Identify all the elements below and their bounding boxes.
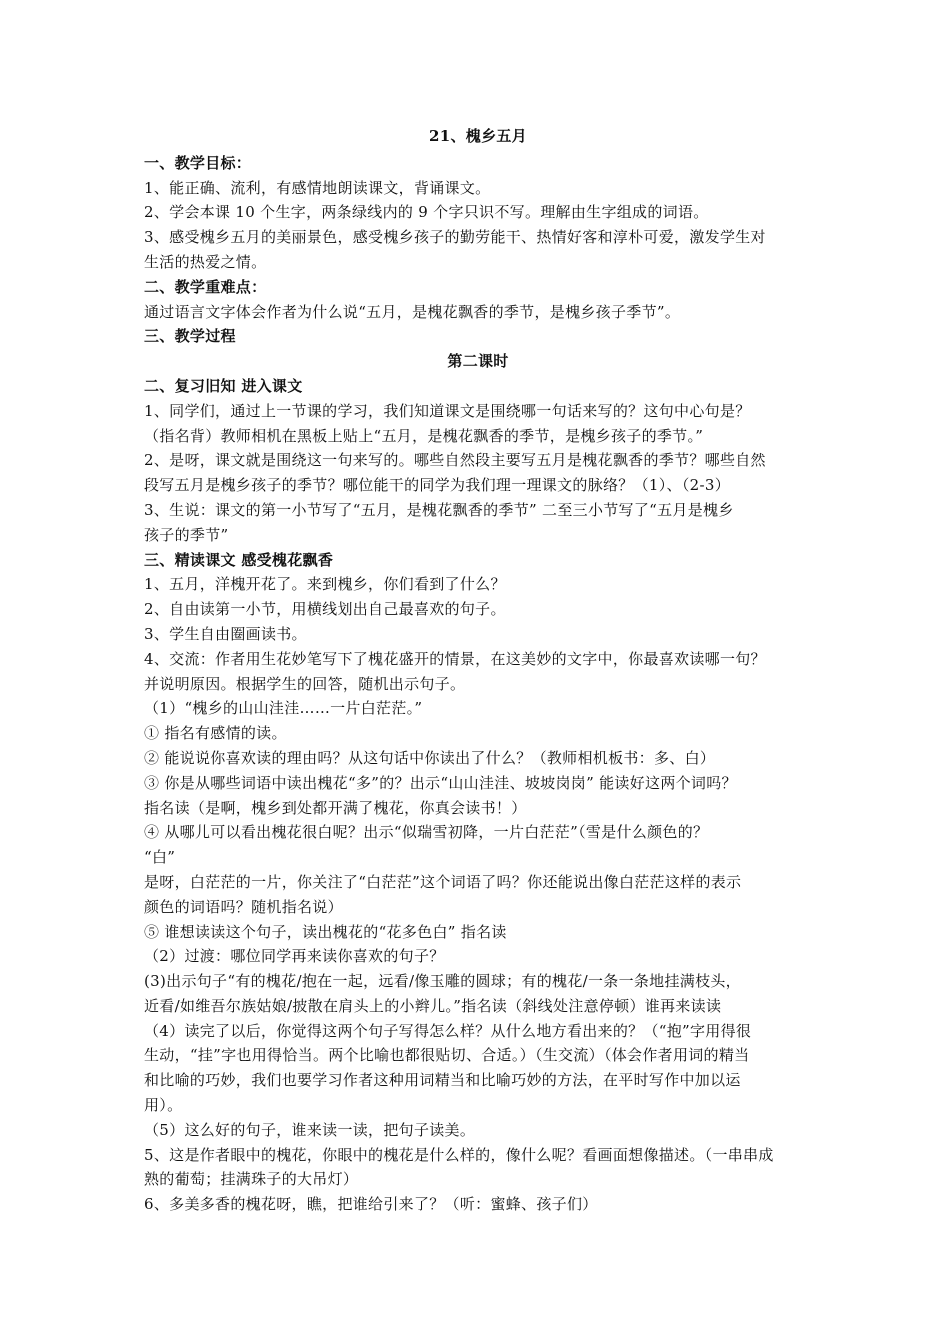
text-line: 1、五月，洋槐开花了。来到槐乡，你们看到了什么？ (144, 575, 506, 594)
text-line: 段写五月是槐乡孩子的季节？哪位能干的同学为我们理一理课文的脉络？（1）、（2-3） (144, 476, 731, 495)
text-line: ⑤ 谁想读读这个句子，读出槐花的“花多色白” 指名读 (144, 922, 507, 941)
text-line: 5、这是作者眼中的槐花，你眼中的槐花是什么样的，像什么呢？看画面想像描述。（一串串成 (144, 1145, 774, 1164)
text-line: 和比喻的巧妙，我们也要学习作者这种用词精当和比喻巧妙的方法，在平时写作中加以运 (144, 1071, 741, 1090)
text-line: 用）。 (144, 1096, 183, 1115)
text-line: ① 指名有感情的读。 (144, 724, 287, 743)
text-line: 近看/如维吾尔族姑娘/披散在肩头上的小辫儿。”指名读（斜线处注意停顿）谁再来读读 (144, 996, 722, 1015)
document-body (144, 151, 812, 1217)
text-line: 3、生说：课文的第一小节写了“五月，是槐花飘香的季节” 二至三小节写了“五月是槐乡 (144, 500, 734, 519)
text-line: （2）过渡：哪位同学再来读你喜欢的句子？ (144, 947, 445, 966)
subheading: 第二课时 (447, 352, 509, 371)
text-line: 4、交流：作者用生花妙笔写下了槐花盛开的情景，在这美妙的文字中，你最喜欢读哪一句？ (144, 649, 766, 668)
section-heading: 一、教学目标： (144, 153, 252, 172)
section-heading: 三、教学过程 (144, 327, 236, 346)
text-line: (3)出示句子“有的槐花/抱在一起，远看/像玉雕的圆球；有的槐花/一条一条地挂满枝头， (144, 972, 741, 991)
text-line: 1、能正确、流利，有感情地朗读课文，背诵课文。 (144, 178, 491, 197)
text-line: 颜色的词语吗？随机指名说） (144, 897, 343, 916)
text-line: 生活的热爱之情。 (144, 252, 267, 271)
text-line: 6、多美多香的槐花呀，瞧，把谁给引来了？（听：蜜蜂、孩子们） (144, 1195, 598, 1214)
text-line: 孩子的季节” (144, 525, 229, 544)
section-heading: 三、精读课文 感受槐花飘香 (144, 550, 334, 569)
text-line: 1、同学们，通过上一节课的学习，我们知道课文是围绕哪一句话来写的？这句中心句是？ (144, 401, 751, 420)
text-line: 熟的葡萄；挂满珠子的大吊灯） (144, 1170, 359, 1189)
document-page (144, 124, 812, 1217)
text-line: 3、学生自由圈画读书。 (144, 624, 307, 643)
text-line: “白” (144, 848, 176, 867)
text-line: ④ 从哪儿可以看出槐花很白呢？出示“似瑞雪初降，一片白茫茫”（雪是什么颜色的？ (144, 823, 709, 842)
text-line: ② 能说说你喜欢读的理由吗？从这句话中你读出了什么？（教师相机板书：多、白） (144, 748, 716, 767)
text-line: 通过语言文字体会作者为什么说“五月，是槐花飘香的季节，是槐乡孩子季节”。 (144, 302, 681, 321)
text-line: 生动，“挂”字也用得恰当。两个比喻也都很贴切、合适。）（生交流）（体会作者用词的精当 (144, 1046, 750, 1065)
section-heading: 二、教学重难点： (144, 277, 267, 296)
text-line: 是呀，白茫茫的一片，你关注了“白茫茫”这个词语了吗？你还能说出像白茫茫这样的表示 (144, 872, 742, 891)
text-line: （4）读完了以后，你觉得这两个句子写得怎么样？从什么地方看出来的？（“抱”字用得很 (144, 1021, 752, 1040)
text-line: （指名背）教师相机在黑板上贴上“五月，是槐花飘香的季节，是槐乡孩子的季节。” (144, 426, 704, 445)
text-line: （1）“槐乡的山山洼洼……一片白茫茫。” (144, 699, 423, 718)
text-line: 3、感受槐乡五月的美丽景色，感受槐乡孩子的勤劳能干、热情好客和淳朴可爱，激发学生对 (144, 228, 766, 247)
text-line: （5）这么好的句子，谁来读一读，把句子读美。 (144, 1120, 476, 1139)
text-line: ③ 你是从哪些词语中读出槐花“多”的？出示“山山洼洼、坡坡岗岗” 能读好这两个词吗？ (144, 773, 737, 792)
section-heading: 二、复习旧知 进入课文 (144, 376, 303, 395)
text-line: 指名读（是啊，槐乡到处都开满了槐花，你真会读书！） (144, 798, 527, 817)
text-line: 2、是呀，课文就是围绕这一句来写的。哪些自然段主要写五月是槐花飘香的季节？哪些自然 (144, 451, 766, 470)
text-line: 2、自由读第一小节，用横线划出自己最喜欢的句子。 (144, 600, 506, 619)
document-title: 21、槐乡五月 (429, 127, 527, 145)
text-line: 并说明原因。根据学生的回答，随机出示句子。 (144, 674, 466, 693)
text-line: 2、学会本课 10 个生字，两条绿线内的 9 个字只识不写。理解由生字组成的词语。 (144, 203, 709, 222)
